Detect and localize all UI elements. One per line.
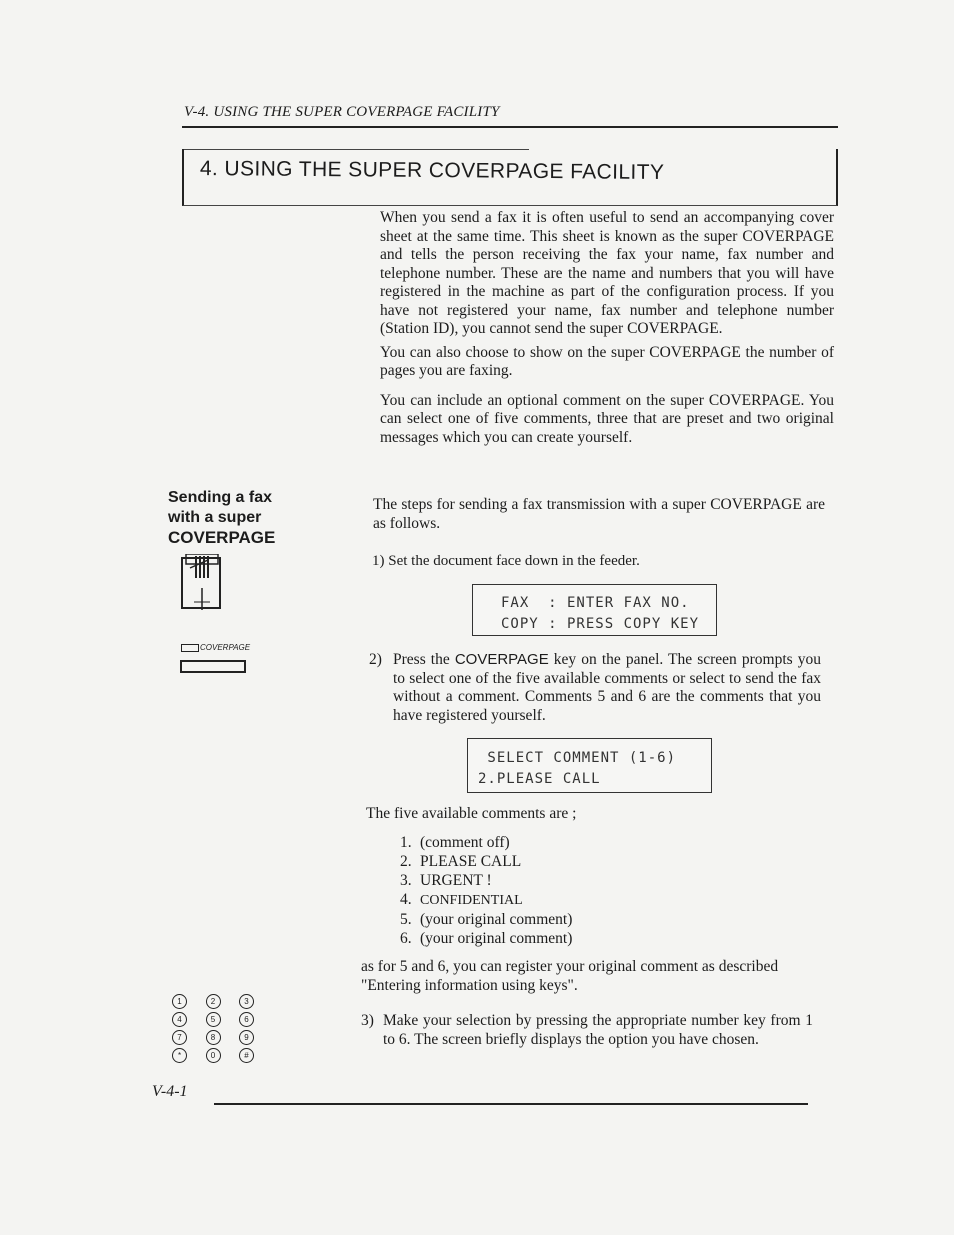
keypad-key: * xyxy=(172,1048,187,1063)
side-heading xyxy=(168,488,275,548)
keypad-key: 0 xyxy=(206,1048,221,1063)
comments-intro: The five available comments are ; xyxy=(366,805,577,822)
keypad-key: 3 xyxy=(239,994,254,1009)
keypad-key: 6 xyxy=(239,1012,254,1027)
keypad-row xyxy=(172,1048,254,1063)
step-2-text-pre: Press the xyxy=(393,651,455,668)
section-box-top-line xyxy=(184,149,529,150)
intro-paragraph-2: You can also choose to show on the super COVERPAGE the number of pages you are faxing. xyxy=(380,343,834,379)
list-item-text: (your original comment) xyxy=(420,911,573,928)
list-item-number: 4. xyxy=(400,891,412,908)
coverpage-key-label-text: COVERPAGE xyxy=(200,643,251,652)
lcd-2-line-2: 2.PLEASE CALL xyxy=(478,771,601,787)
side-heading-line-3: COVERPAGE xyxy=(168,528,276,547)
steps-intro: The steps for sending a fax transmission with a super COVERPAGE are as follows. xyxy=(373,496,825,532)
keypad-row xyxy=(172,1012,254,1027)
lcd-2-line-1: SELECT COMMENT (1-6) xyxy=(478,750,677,766)
list-item xyxy=(400,910,572,929)
keypad-key: 8 xyxy=(206,1030,221,1045)
list-item xyxy=(400,890,572,910)
coverpage-key-label xyxy=(181,643,250,652)
section-title-box xyxy=(182,149,838,206)
list-item-text: (your original comment) xyxy=(420,930,573,947)
keypad-row xyxy=(172,1030,254,1045)
comments-list xyxy=(400,833,572,948)
intro-paragraph-3: You can include an optional comment on the super COVERPAGE. You can select one of five comments, three that are preset and two original messages which you can create yourself. xyxy=(380,391,834,446)
lcd-1-line-1: FAX : ENTER FAX NO. xyxy=(501,595,690,611)
list-item-text: PLEASE CALL xyxy=(420,853,522,870)
coverpage-key-icon xyxy=(180,660,246,673)
list-item-number: 1. xyxy=(400,834,412,851)
coverpage-key-name: COVERPAGE xyxy=(454,651,549,668)
keypad-row xyxy=(172,994,254,1009)
step-3-text: Make your selection by pressing the appropriate number key from 1 to 6. The screen briefly displays the option you have chosen. xyxy=(383,1012,813,1048)
list-item xyxy=(400,871,572,890)
list-item-text: URGENT ! xyxy=(420,872,492,889)
step-2-text xyxy=(393,651,821,725)
keypad-key: 9 xyxy=(239,1030,254,1045)
intro-paragraph-1: When you send a fax it is often useful to send an accompanying cover sheet at the same time. This sheet is known as the super COVERPAGE and tells the person receiving the fax your name, fax number and telephone number. These are the name and numbers that you will have registered in the machine as part of the configuration process. If you have not registered your name, fax number and telephone number (Station ID), you cannot send the super COVERPAGE. xyxy=(380,209,834,337)
step-3-number: 3) xyxy=(361,1012,374,1029)
keypad-key: 7 xyxy=(172,1030,187,1045)
step-1-text: Set the document face down in the feeder. xyxy=(388,553,640,569)
side-heading-line-1: Sending a fax xyxy=(168,489,273,506)
step-1 xyxy=(372,553,640,570)
keypad-key: # xyxy=(239,1048,254,1063)
list-item-number: 2. xyxy=(400,853,412,870)
keypad-key: 1 xyxy=(172,994,187,1009)
keypad-key: 4 xyxy=(172,1012,187,1027)
list-item xyxy=(400,833,572,852)
list-item-text: CONFIDENTIAL xyxy=(420,893,523,908)
header-rule xyxy=(182,126,838,128)
comments-note: as for 5 and 6, you can register your original comment as described "Entering information using keys". xyxy=(361,958,779,994)
step-2-number: 2) xyxy=(369,651,382,668)
list-item-number: 3. xyxy=(400,872,412,889)
step-2 xyxy=(369,651,821,725)
lcd-1-line-2: COPY : PRESS COPY KEY xyxy=(501,616,700,632)
keypad-key: 5 xyxy=(206,1012,221,1027)
step-3 xyxy=(361,1012,813,1049)
list-item-number: 6. xyxy=(400,930,412,947)
side-heading-line-2: with a super xyxy=(168,509,262,526)
step-1-number: 1) xyxy=(372,553,385,569)
section-title: 4. USING THE SUPER COVERPAGE FACILITY xyxy=(199,157,665,185)
keypad-key: 2 xyxy=(206,994,221,1009)
keypad-icon xyxy=(172,994,254,1066)
lcd-display-2 xyxy=(467,738,712,793)
step-2-text-post: key on the panel. The screen prompts you to select one of the five available comments or select to send the fax without a comment. Comments 5 and 6 are the comments that you have registered yourself. xyxy=(393,651,821,724)
intro-text xyxy=(380,209,834,452)
list-item-number: 5. xyxy=(400,911,412,928)
document-feeder-icon xyxy=(180,554,226,616)
running-header: V-4. USING THE SUPER COVERPAGE FACILITY xyxy=(184,104,500,120)
page-number: V-4-1 xyxy=(152,1083,188,1100)
list-item-text: (comment off) xyxy=(420,834,510,851)
list-item xyxy=(400,852,572,871)
footer-rule xyxy=(214,1103,808,1105)
lcd-display-1 xyxy=(472,584,717,636)
list-item xyxy=(400,929,572,948)
coverpage-key-mini-icon xyxy=(181,644,199,652)
